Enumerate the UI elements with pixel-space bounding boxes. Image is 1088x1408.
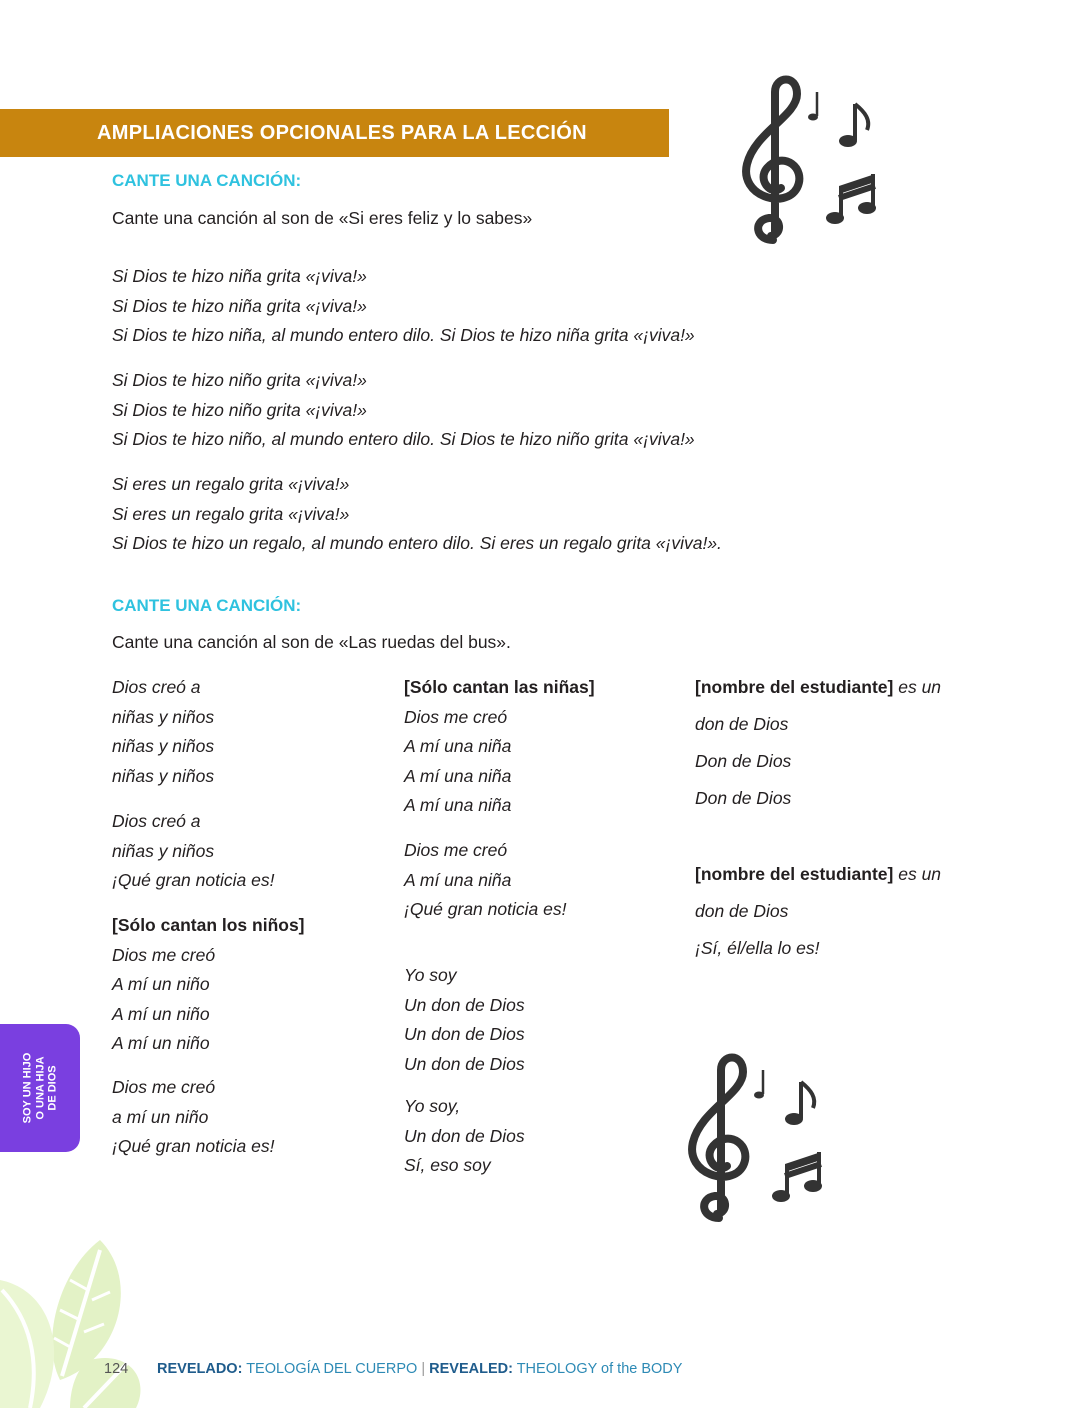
lyric-line: Si Dios te hizo niña, al mundo entero dilo. Si Dios te hizo niña grita «¡viva!» [112, 325, 695, 345]
lyrics-column-2 [404, 836, 566, 925]
lyric-line: Un don de Dios [404, 994, 525, 1015]
footer-revealed-label: REVEALED: [429, 1361, 513, 1377]
lyric-line: Sí, eso soy [404, 1155, 491, 1175]
lyric-line: A mí una niña [404, 869, 512, 890]
lyric-line: Si Dios te hizo niño grita «¡viva!» [112, 399, 367, 420]
lyric-line: niñas y niños [112, 706, 215, 727]
lyric-line: Yo soy [404, 965, 457, 985]
lyric-line: Si Dios te hizo niño grita «¡viva!» [112, 370, 367, 390]
lyric-line: A mí un niño [112, 974, 210, 994]
lyric-line: Si eres un regalo grita «¡viva!» [112, 503, 350, 524]
footer-revelado-label: REVELADO: [157, 1361, 243, 1377]
footer-separator: | [421, 1361, 426, 1377]
lyric-line: don de Dios [695, 901, 789, 921]
lyric-line: Dios me creó [112, 1077, 216, 1097]
student-name-placeholder: [nombre del estudiante] [695, 864, 894, 884]
side-tab-line: SOY UN HIJO [21, 1052, 34, 1124]
lyrics-column-3 [695, 669, 941, 817]
music-notes-icon [825, 100, 885, 230]
song-verse [112, 262, 695, 351]
lyric-line: ¡Qué gran noticia es! [112, 870, 275, 890]
lyric-line: Si Dios te hizo un regalo, al mundo entero dilo. Si eres un regalo grita «¡viva!». [112, 533, 722, 553]
lyric-line: A mí un niño [112, 1033, 210, 1053]
lyric-line: Dios me creó [404, 706, 508, 727]
chapter-side-tab-label [21, 1053, 59, 1124]
lyrics-column-2 [404, 1092, 525, 1181]
music-notes-icon [771, 1078, 831, 1208]
lyric-line: Dios me creó [404, 840, 508, 860]
lyric-line: ¡Sí, él/ella lo es! [695, 938, 820, 958]
banner-title: AMPLIACIONES OPCIONALES PARA LA LECCIÓN [97, 122, 587, 144]
lyric-line: niñas y niños [112, 736, 215, 756]
student-name-placeholder: [nombre del estudiante] [695, 677, 894, 697]
footer-revelado-title: TEOLOGÍA DEL CUERPO [246, 1361, 418, 1377]
lyric-line: A mí una niña [404, 736, 512, 756]
lyric-line: niñas y niños [112, 765, 215, 786]
lyric-line: Don de Dios [695, 788, 792, 808]
chapter-side-tab [0, 1024, 80, 1152]
lyric-line: Don de Dios [695, 751, 792, 771]
lyric-line: Si Dios te hizo niña grita «¡viva!» [112, 266, 367, 286]
lesson-extensions-banner [0, 109, 669, 157]
lyric-fragment: es un [898, 677, 942, 697]
lyrics-column-1 [112, 807, 274, 896]
lyric-line: Yo soy, [404, 1096, 461, 1116]
lyric-line: ¡Qué gran noticia es! [404, 899, 567, 919]
girls-header: [Sólo cantan las niñas] [404, 677, 595, 697]
page-number: 124 [104, 1361, 129, 1377]
lyric-line: Un don de Dios [404, 1125, 525, 1146]
lyrics-column-2 [404, 961, 525, 1079]
lyric-line: Un don de Dios [404, 1024, 525, 1044]
lyrics-column-1 [112, 1073, 274, 1162]
lyric-line: Si eres un regalo grita «¡viva!» [112, 474, 350, 494]
lyric-fragment: es un [898, 864, 942, 884]
lyric-line [695, 856, 941, 893]
lyrics-column-3 [695, 856, 941, 967]
lyric-line: Si Dios te hizo niño, al mundo entero dilo. Si Dios te hizo niño grita «¡viva!» [112, 429, 695, 449]
lyric-line: Si Dios te hizo niña grita «¡viva!» [112, 295, 367, 316]
lyric-line: Dios creó a [112, 811, 201, 831]
section-intro-1: Cante una canción al son de «Si eres feliz y lo sabes» [112, 208, 533, 228]
lyric-line: Dios me creó [112, 944, 216, 965]
lyric-line: a mí un niño [112, 1106, 209, 1127]
song-verse [112, 366, 695, 455]
section-heading-2: CANTE UNA CANCIÓN: [112, 596, 302, 615]
footer-revealed-title: THEOLOGY of the BODY [516, 1361, 683, 1377]
lyric-line: Un don de Dios [404, 1053, 525, 1074]
lyric-line: A mí una niña [404, 795, 512, 815]
lyric-line: A mí un niño [112, 1003, 210, 1024]
lyric-line: Dios creó a [112, 677, 201, 697]
lyrics-column-1 [112, 911, 305, 1059]
leaf-icon [0, 1240, 150, 1408]
song-verse [112, 470, 722, 559]
section-heading-1: CANTE UNA CANCIÓN: [112, 171, 302, 190]
side-tab-line: DE DIOS [46, 1065, 59, 1111]
boys-header: [Sólo cantan los niños] [112, 915, 305, 935]
lyrics-column-2 [404, 673, 595, 821]
lyric-line: A mí una niña [404, 765, 512, 786]
section-intro-2: Cante una canción al son de «Las ruedas del bus». [112, 632, 511, 652]
lyric-line: don de Dios [695, 714, 789, 734]
lyric-line: ¡Qué gran noticia es! [112, 1136, 275, 1156]
lyrics-column-1 [112, 673, 214, 791]
side-tab-line: O UNA HIJA [33, 1056, 46, 1120]
footer-title [157, 1361, 682, 1377]
lyric-line: niñas y niños [112, 840, 215, 861]
lyric-line [695, 669, 941, 706]
